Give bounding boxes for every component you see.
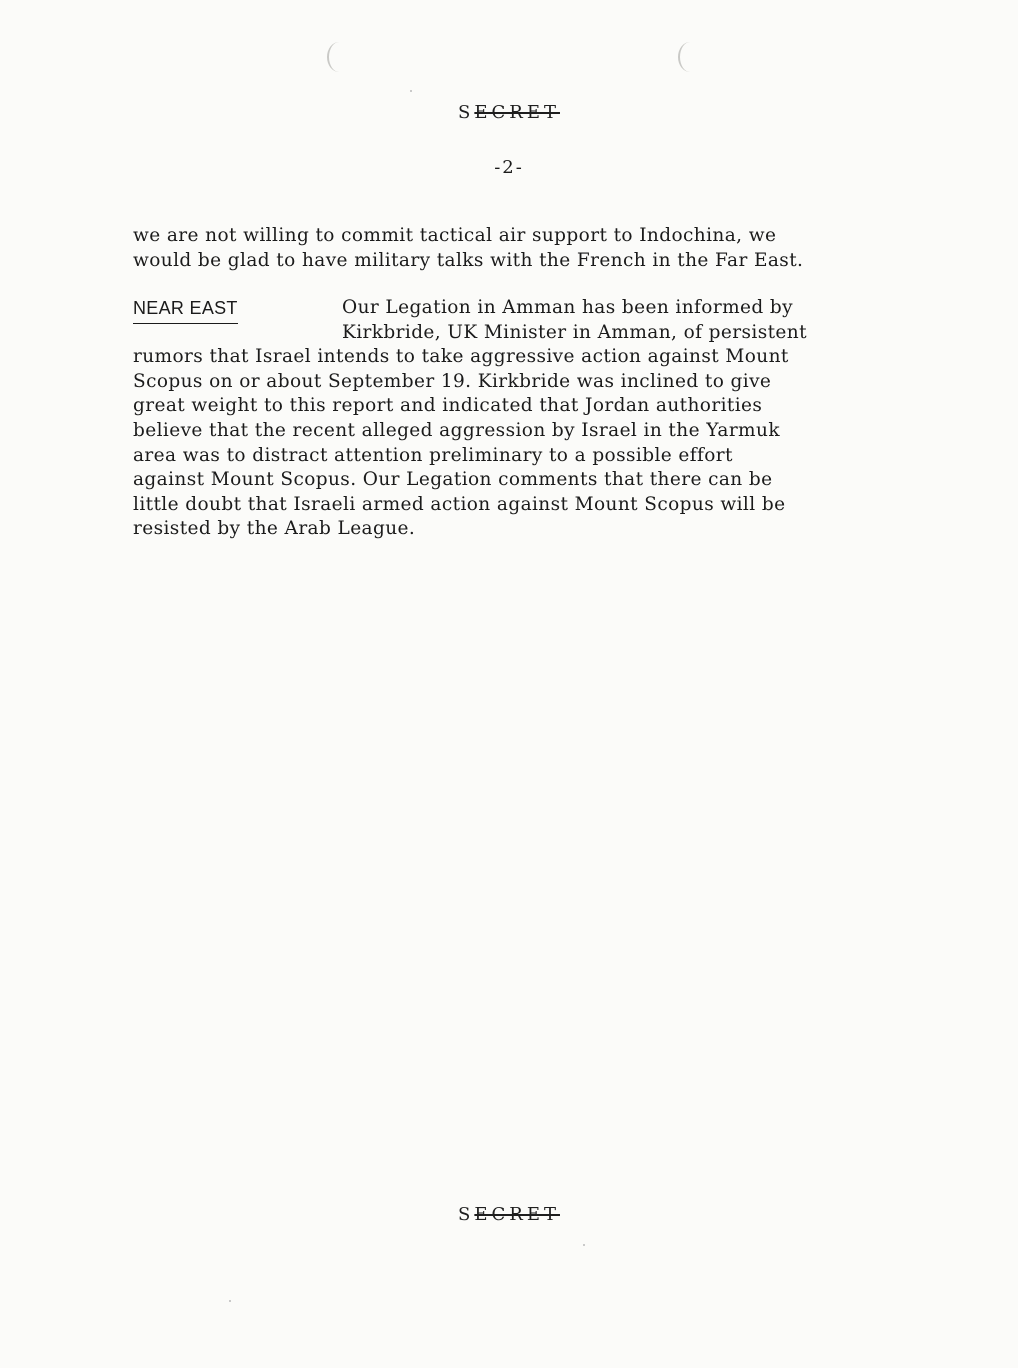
classification-footer: [0, 1204, 1018, 1225]
continuation-paragraph: [133, 224, 873, 273]
paragraph-line: against Mount Scopus. Our Legation comments that there can be: [133, 469, 773, 491]
paper-speck: [410, 90, 412, 92]
paragraph-line: Scopus on or about September 19. Kirkbride was inclined to give: [133, 370, 772, 392]
classification-header: [0, 102, 1018, 123]
section-heading: NEAR EAST: [133, 298, 238, 324]
classification-struck-letters: ECRET: [474, 1204, 560, 1225]
paragraph-line: great weight to this report and indicated that Jordan authorities: [133, 395, 763, 417]
paragraph-line: resisted by the Arab League.: [133, 518, 416, 540]
page-number: -2-: [494, 157, 524, 178]
paragraph-line: area was to distract attention preliminary to a possible effort: [133, 444, 733, 466]
classification-struck-letters: ECRET: [474, 102, 560, 123]
punch-hole-mark: [678, 42, 702, 72]
paragraph-line: believe that the recent alleged aggression by Israel in the Yarmuk: [133, 419, 780, 441]
classification-first-letter: S: [458, 1204, 475, 1225]
paragraph-line: little doubt that Israeli armed action against Mount Scopus will be: [133, 493, 786, 515]
paragraph-line: rumors that Israel intends to take aggressive action against Mount: [133, 346, 789, 368]
paper-speck: [229, 1300, 231, 1302]
paper-speck: [583, 1244, 585, 1246]
punch-hole-mark: [327, 42, 351, 72]
near-east-paragraph: [133, 296, 873, 542]
paragraph-line: Our Legation in Amman has been informed by: [342, 297, 793, 318]
paragraph-line: Kirkbride, UK Minister in Amman, of persistent: [342, 321, 807, 343]
paragraph-line: we are not willing to commit tactical air support to Indochina, we: [133, 225, 777, 246]
classification-first-letter: S: [458, 102, 475, 123]
paragraph-line: would be glad to have military talks with the French in the Far East.: [133, 249, 804, 271]
